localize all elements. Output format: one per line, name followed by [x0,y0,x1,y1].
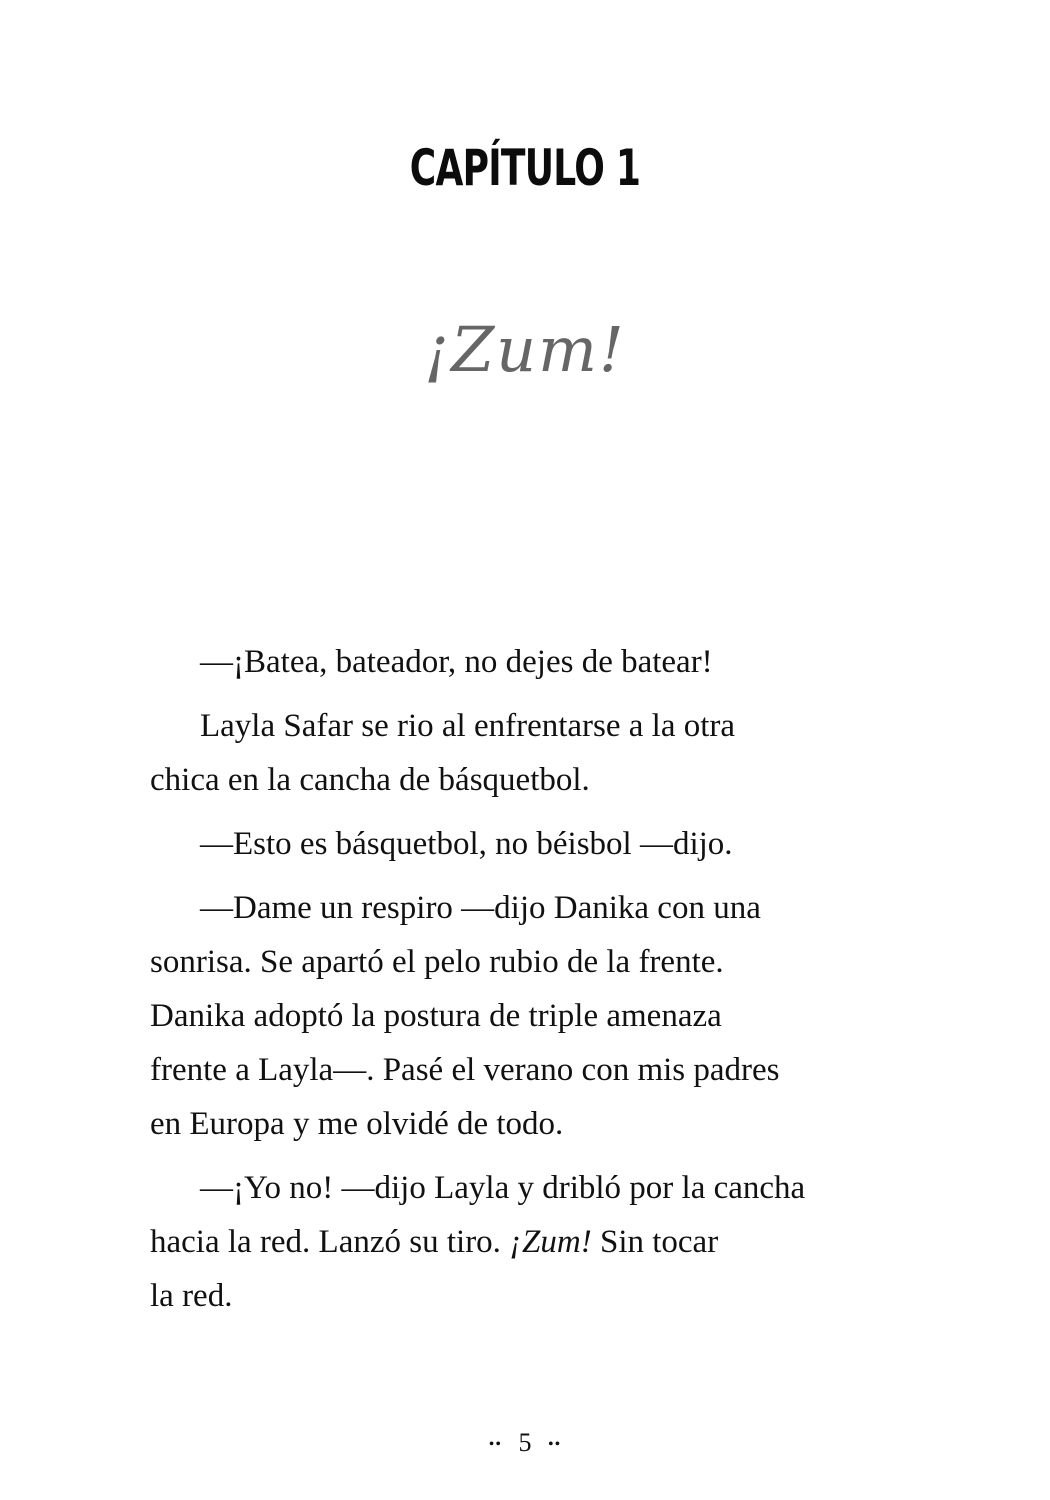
paragraph [150,817,895,871]
page-number: 5 [518,1428,532,1457]
text-line: —¡Batea, bateador, no dejes de batear! [200,644,713,680]
chapter-title: ¡Zum! [424,313,626,386]
text-line: chica en la cancha de básquetbol. [150,762,590,798]
text-line: —Dame un respiro —dijo Danika con una [200,890,761,926]
chapter-number: CAPÍTULO 1 [409,139,641,197]
italic-emphasis: ¡Zum! [509,1224,592,1260]
text-line: la red. [150,1278,233,1314]
paragraph [150,699,895,807]
paragraph [150,635,895,689]
text-line: Danika adoptó la postura de triple amenaza [150,998,722,1034]
ornament-dots-left: •• [488,1436,502,1454]
ornament-dots-right: •• [548,1436,562,1454]
text-run: Sin tocar [591,1224,719,1260]
text-line: en Europa y me olvidé de todo. [150,1106,564,1142]
text-run: hacia la red. Lanzó su tiro. [150,1224,510,1260]
text-line: frente a Layla—. Pasé el verano con mis padres [150,1052,780,1088]
text-line [150,1215,895,1269]
paragraph [150,881,895,1151]
text-line: —Esto es básquetbol, no béisbol —dijo. [200,826,733,862]
body-text [150,635,895,1333]
text-line: sonrisa. Se apartó el pelo rubio de la frente. [150,944,724,980]
text-line: Layla Safar se rio al enfrentarse a la otra [200,708,736,744]
text-line: —¡Yo no! —dijo Layla y dribló por la cancha [200,1170,806,1206]
page-number-footer [0,1428,1050,1458]
paragraph [150,1161,895,1323]
